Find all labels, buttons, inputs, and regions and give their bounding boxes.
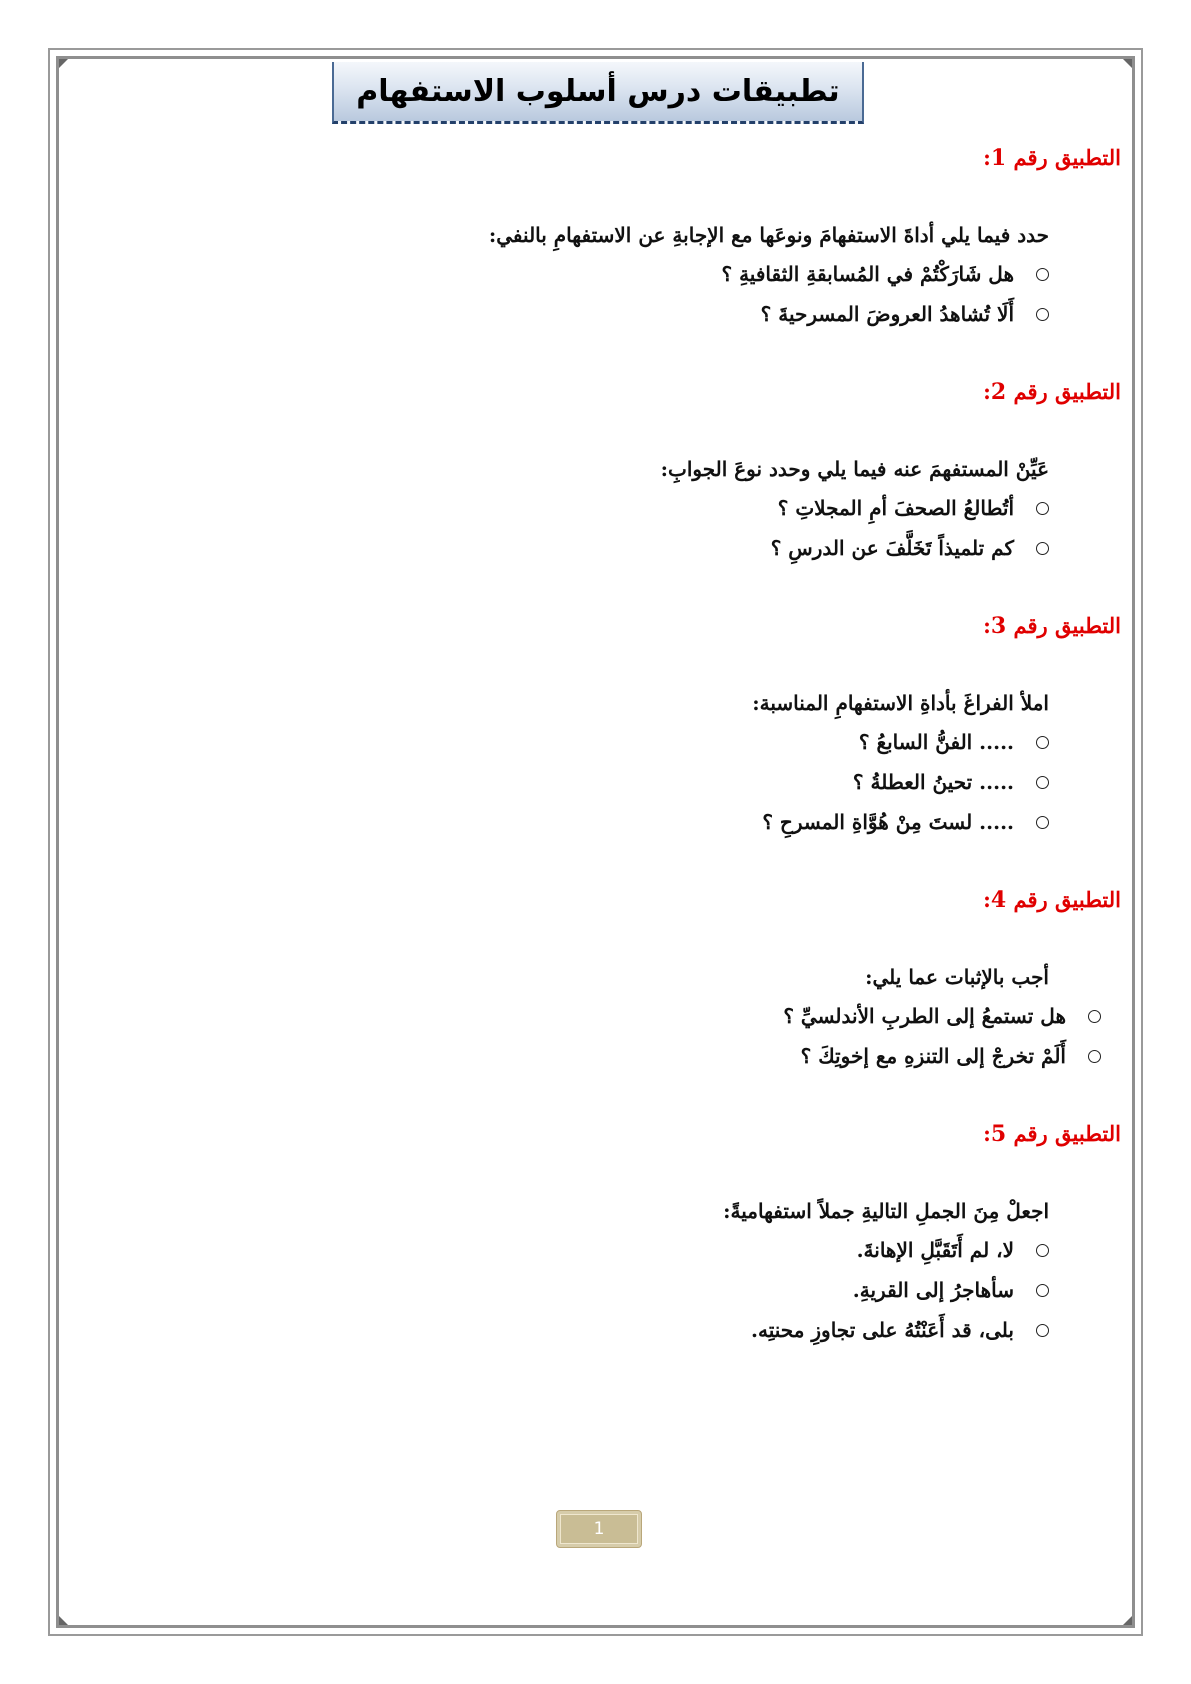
list-item-text: لا، لم أَتَقَبَّلِ الإهانةَ. [856, 1238, 1014, 1262]
exercise-instruction: اجعلْ مِنَ الجملِ التاليةِ جملاً استفهاميةً: [723, 1199, 1049, 1223]
bullet-circle-icon [1088, 1050, 1101, 1063]
exercise-instruction: حدد فيما يلي أداةَ الاستفهامَ ونوعَها مع الإجابةِ عن الاستفهامِ بالنفي: [488, 223, 1049, 247]
bullet-circle-icon [1036, 736, 1049, 749]
list-item-text: بلى، قد أَعَنْتُهُ على تجاوزِ محنتِه. [751, 1318, 1014, 1342]
corner-ornament [59, 1616, 68, 1625]
corner-ornament [59, 59, 68, 68]
exercise-heading [121, 882, 1121, 918]
exercise-instruction: عَيِّنْ المستفهمَ عنه فيما يلي وحدد نوعَ الجوابِ: [660, 457, 1049, 481]
list-item [121, 488, 1049, 528]
exercises [121, 140, 1121, 1350]
exercise-number: 3 [990, 613, 1007, 639]
list-item [121, 294, 1049, 334]
exercise-section-4 [121, 882, 1121, 1076]
list-item-text: هل شَارَكْتُمْ في المُسابقةِ الثقافيةِ ؟ [721, 262, 1014, 286]
exercise-number: 5 [990, 1121, 1007, 1147]
list-item-text: ..... لستَ مِنْ هُوَّاةِ المسرحِ ؟ [762, 810, 1014, 834]
list-item [121, 254, 1049, 294]
exercise-heading-colon: : [983, 613, 991, 638]
corner-ornament [1123, 1616, 1132, 1625]
list-item [121, 1036, 1101, 1076]
corner-ornament [1123, 59, 1132, 68]
list-item-text: أتُطالعُ الصحفَ أمِ المجلاتِ ؟ [777, 496, 1014, 520]
exercise-section-2 [121, 374, 1121, 568]
exercise-heading-label: التطبيق رقم [1013, 1121, 1121, 1146]
exercise-items [121, 722, 1049, 842]
list-item-text: ..... الفنُّ السابعُ ؟ [858, 730, 1014, 754]
exercise-heading-colon: : [983, 887, 991, 912]
list-item [121, 528, 1049, 568]
exercise-heading-label: التطبيق رقم [1013, 887, 1121, 912]
exercise-number: 4 [990, 887, 1007, 913]
list-item-text: أَلَمْ تخرجْ إلى التنزهِ مع إخوتِكَ ؟ [800, 1044, 1066, 1068]
exercise-items [121, 1230, 1049, 1350]
bullet-circle-icon [1036, 268, 1049, 281]
exercise-heading-label: التطبيق رقم [1013, 145, 1121, 170]
title-banner [332, 62, 864, 124]
exercise-number: 1 [990, 145, 1007, 171]
bullet-circle-icon [1036, 1284, 1049, 1297]
exercise-section-1 [121, 140, 1121, 334]
exercise-number: 2 [990, 379, 1007, 405]
list-item [121, 1270, 1049, 1310]
page-number: 1 [560, 1514, 638, 1544]
list-item [121, 996, 1101, 1036]
list-item-text: هل تستمعُ إلى الطربِ الأندلسيِّ ؟ [783, 1004, 1066, 1028]
bullet-circle-icon [1036, 816, 1049, 829]
exercise-heading [121, 608, 1121, 644]
exercise-items [121, 254, 1049, 334]
exercise-instruction: املأ الفراغَ بأداةِ الاستفهامِ المناسبة: [752, 691, 1049, 715]
exercise-heading [121, 140, 1121, 176]
bullet-circle-icon [1036, 502, 1049, 515]
list-item [121, 1310, 1049, 1350]
exercise-heading-colon: : [983, 379, 991, 404]
exercise-instruction: أجب بالإثبات عما يلي: [865, 965, 1049, 989]
exercise-section-5 [121, 1116, 1121, 1350]
list-item-text: كم تلميذاً تَخَلَّفَ عن الدرسِ ؟ [770, 536, 1014, 560]
bullet-circle-icon [1036, 308, 1049, 321]
exercise-items [121, 488, 1049, 568]
list-item-text: ..... تحينُ العطلةُ ؟ [852, 770, 1014, 794]
bullet-circle-icon [1036, 1324, 1049, 1337]
list-item [121, 722, 1049, 762]
list-item [121, 762, 1049, 802]
exercise-heading-label: التطبيق رقم [1013, 613, 1121, 638]
exercise-heading [121, 374, 1121, 410]
exercise-section-3 [121, 608, 1121, 842]
exercise-heading-label: التطبيق رقم [1013, 379, 1121, 404]
bullet-circle-icon [1036, 542, 1049, 555]
list-item [121, 1230, 1049, 1270]
list-item [121, 802, 1049, 842]
bullet-circle-icon [1036, 776, 1049, 789]
page-number-box [556, 1510, 642, 1548]
list-item-text: سأهاجرُ إلى القريةِ. [852, 1278, 1014, 1302]
page-title: تطبيقات درس أسلوب الاستفهام [356, 74, 840, 109]
bullet-circle-icon [1088, 1010, 1101, 1023]
exercise-heading-colon: : [983, 145, 991, 170]
exercise-heading [121, 1116, 1121, 1152]
exercise-items [121, 996, 1101, 1076]
bullet-circle-icon [1036, 1244, 1049, 1257]
list-item-text: أَلَا تُشاهدُ العروضَ المسرحيةَ ؟ [760, 302, 1014, 326]
exercise-heading-colon: : [983, 1121, 991, 1146]
